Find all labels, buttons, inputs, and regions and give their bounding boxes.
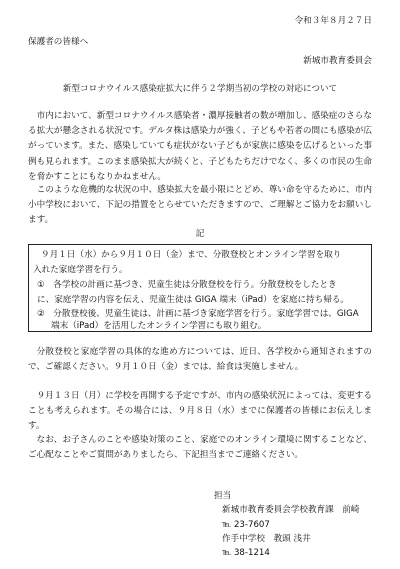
measure-item-1-line-1: ① 各学校の計画に基づき、児童生徒は分散登校を行う。分散登校をしたとき [37,280,337,290]
contact-office-2: 作手中学校 教頭 浅井 [222,533,311,544]
issue-date: 令和３年８月２７日 [294,16,372,26]
document-title: 新型コロナウイルス感染症拡大に伴う２学期当初の学校の対応について [62,84,338,94]
measures-box [28,244,372,332]
measure-item-2-line-1: ② 分散登校後、児童生徒は、計画に基づき家庭学習を行う。家庭学習では、GIGA [37,309,359,319]
contact-office-1: 新城市教育委員会学校教育課 前崎 [222,505,360,516]
body-paragraph-2: このような危機的な状況の中、感染拡大を最小限にとどめ、尊い命を守るために、市内小中学校において、下記の措置をとらせていただきますので、ご理解とご協力をお願いします。 [28,185,372,226]
body-paragraph-4: ９月１３日（月）に学校を再開する予定ですが、市内の感染状況によっては、変更することも考えられます。その場合には、９月８日（水）までに保護者の皆様にお伝えします。 [28,391,372,432]
measures-line-2: 入れた家庭学習を行う。 [33,265,128,275]
measure-item-1-line-2: に、家庭学習の内容を伝え、児童生徒は GIGA 端末（iPad）を家庭に持ち帰る。 [37,295,350,305]
contact-phone-1: ℡ 23-7607 [222,519,270,530]
body-paragraph-3: 分散登校と家庭学習の具体的な進め方については、近日、各学校から通知されますので、ご確認ください。９月１０日（金）までは、給食は実施しません。 [28,347,372,373]
contact-block [214,489,360,560]
body-paragraph-5: なお、お子さんのことや感染対策のこと、家庭でのオンライン環境に関することなど、ご心配なことやご質問がありましたら、下記担当までご連絡ください。 [28,435,372,461]
measures-line-1: ９月１日（水）から９月１０日（金）まで、分散登校とオンライン学習を取り [41,250,342,260]
sender-line: 新城市教育委員会 [303,56,372,66]
recipient-line: 保護者の皆様へ [28,37,89,47]
measure-item-2-line-2: 端末（iPad）を活用したオンライン学習にも取り組む。 [51,321,267,331]
body-paragraph-1: 市内において、新型コロナウイルス感染者・濃厚接触者の数が増加し、感染症のさらなる拡大が懸念される状況です。デルタ株は感染力が強く、子どもや若者の間にも感染が広がっています。また、感染していても症状がない子どもが家族に感染を広げるといった事例も見られます。このまま感染拡大が続くと、子どもたちだけでなく、多くの市民の生命を脅かすことにもなりかねません。 [28,111,372,182]
contact-label: 担当 [214,491,232,501]
contact-phone-2: ℡ 38-1214 [222,548,270,559]
ki-heading: 記 [195,229,205,239]
